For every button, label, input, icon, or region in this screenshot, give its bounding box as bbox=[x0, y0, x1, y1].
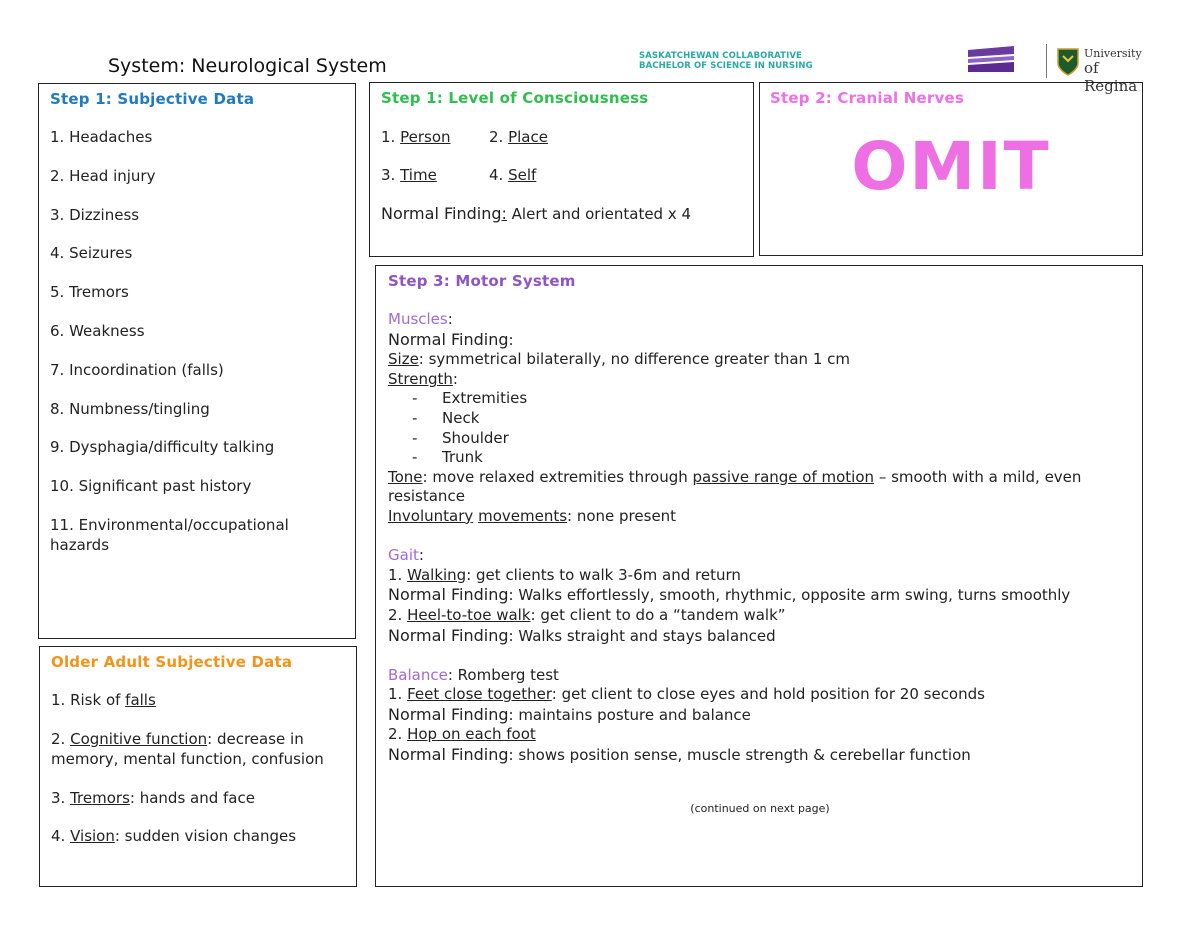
omit-label: OMIT bbox=[851, 128, 1051, 205]
university-of-regina-logo bbox=[1056, 45, 1146, 95]
list-item: 4. Vision: sudden vision changes bbox=[51, 827, 297, 846]
subjective-heading: Step 1: Subjective Data bbox=[50, 90, 255, 108]
logo-divider bbox=[1046, 44, 1047, 78]
motor-heading: Step 3: Motor System bbox=[388, 272, 576, 290]
strength-line: Strength: bbox=[388, 369, 458, 388]
feet-line: 1. Feet close together: get client to close eyes and hold position for 20 seconds bbox=[388, 685, 985, 704]
list-item: 3. Dizziness bbox=[50, 205, 140, 224]
list-item: 2. Cognitive function: decrease in memory, mental function, confusion bbox=[51, 729, 324, 768]
size-line: Size: symmetrical bilaterally, no difference greater than 1 cm bbox=[388, 350, 850, 369]
feet-normal-line: Normal Finding: maintains posture and balance bbox=[388, 704, 751, 724]
older-adult-box bbox=[39, 646, 357, 887]
list-item: 7. Incoordination (falls) bbox=[50, 360, 224, 379]
motor-content bbox=[388, 310, 1128, 766]
list-item: 1. Headaches bbox=[50, 128, 153, 146]
cranial-heading: Step 2: Cranial Nerves bbox=[770, 89, 965, 107]
walking-normal-line: Normal Finding: Walks effortlessly, smooth, rhythmic, opposite arm swing, turns smoothly bbox=[388, 585, 1071, 605]
orientation-row-2b: 4. Self bbox=[489, 166, 537, 184]
university-name-line1: University bbox=[1084, 47, 1142, 60]
sask-polytech-logo bbox=[964, 44, 1034, 74]
consciousness-box bbox=[369, 82, 754, 257]
shield-icon bbox=[1056, 47, 1080, 77]
involuntary-line: Involuntary movements: none present bbox=[388, 506, 677, 525]
tone-line: Tone: move relaxed extremities through passive range of motion – smooth with a mild, even resistance bbox=[388, 467, 1082, 506]
list-item: 2. Head injury bbox=[50, 166, 156, 185]
list-item: 4. Seizures bbox=[50, 244, 133, 263]
consciousness-heading: Step 1: Level of Consciousness bbox=[381, 89, 649, 107]
logo-text-line2: BACHELOR OF SCIENCE IN NURSING bbox=[639, 61, 813, 71]
strength-item: - Trunk bbox=[412, 448, 483, 467]
gait-label-line: Gait: bbox=[388, 546, 424, 565]
subjective-data-box bbox=[38, 83, 356, 639]
normal-finding-line: Normal Finding: bbox=[388, 329, 514, 349]
orientation-row-1b: 2. Place bbox=[489, 128, 548, 146]
strength-item: - Shoulder bbox=[412, 428, 509, 447]
older-adult-list bbox=[51, 690, 347, 865]
subjective-list bbox=[50, 127, 345, 574]
orientation-row-1: 1. Person bbox=[381, 128, 451, 146]
heel-line: 2. Heel-to-toe walk: get client to do a “tandem walk” bbox=[388, 605, 786, 624]
orientation-row-2: 3. Time bbox=[381, 166, 437, 184]
hop-normal-line: Normal Finding: shows position sense, muscle strength & cerebellar function bbox=[388, 745, 971, 765]
walking-line: 1. Walking: get clients to walk 3-6m and return bbox=[388, 565, 741, 584]
list-item: 10. Significant past history bbox=[50, 477, 252, 496]
list-item: 8. Numbness/tingling bbox=[50, 399, 210, 418]
strength-item: - Extremities bbox=[412, 389, 528, 408]
list-item: 6. Weakness bbox=[50, 321, 145, 340]
strength-item: - Neck bbox=[412, 408, 480, 427]
page-title: System: Neurological System bbox=[108, 55, 387, 77]
heel-normal-line: Normal Finding: Walks straight and stays balanced bbox=[388, 625, 776, 645]
logo-text-line1: SASKATCHEWAN COLLABORATIVE bbox=[639, 51, 802, 61]
hop-line: 2. Hop on each foot bbox=[388, 725, 536, 744]
muscles-label-line: Muscles: bbox=[388, 310, 453, 328]
motor-system-box bbox=[375, 265, 1143, 887]
list-item: 9. Dysphagia/difficulty talking bbox=[50, 438, 275, 457]
older-adult-heading: Older Adult Subjective Data bbox=[51, 653, 293, 671]
list-item: 11. Environmental/occupational hazards bbox=[50, 515, 289, 554]
list-item: 3. Tremors: hands and face bbox=[51, 788, 255, 807]
list-item: 1. Risk of falls bbox=[51, 691, 156, 709]
consciousness-normal-finding: Normal Finding: Alert and orientated x 4 bbox=[381, 204, 692, 223]
continued-note: (continued on next page) bbox=[690, 802, 830, 815]
cranial-nerves-box bbox=[759, 82, 1143, 256]
university-name-line2: of Regina bbox=[1084, 59, 1138, 95]
sask-collab-logo bbox=[639, 51, 813, 71]
balance-line: Balance: Romberg test bbox=[388, 665, 559, 684]
list-item: 5. Tremors bbox=[50, 283, 129, 302]
